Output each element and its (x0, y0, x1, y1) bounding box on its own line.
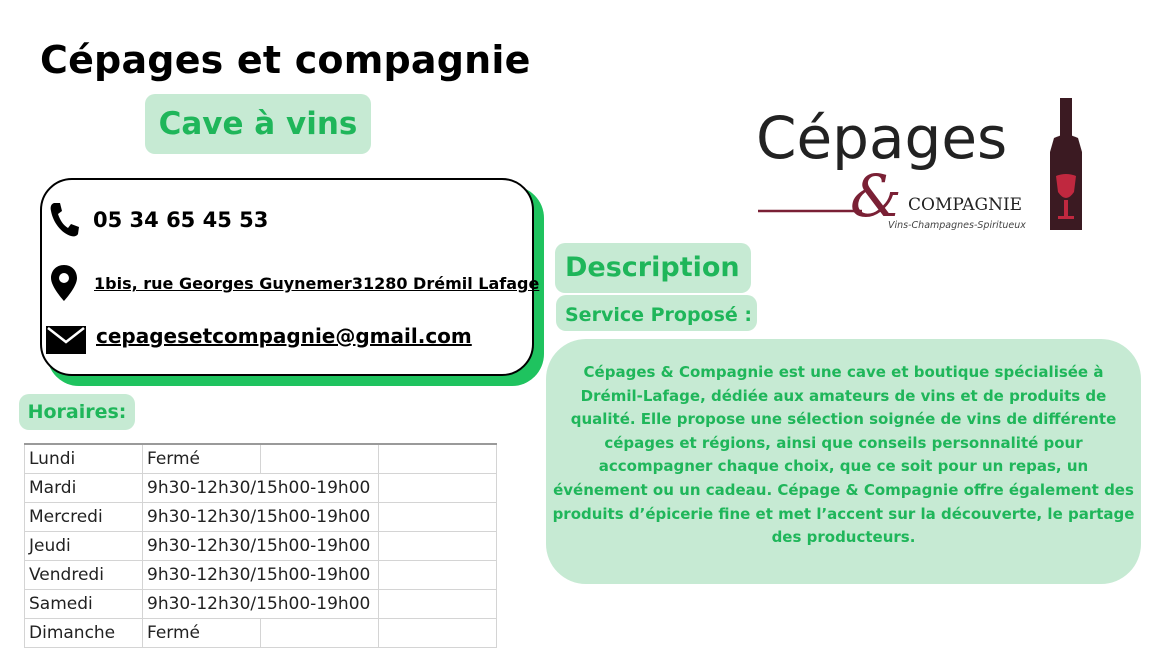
time-cell: 9h30-12h30/15h00-19h00 (143, 503, 379, 532)
time-cell: 9h30-12h30/15h00-19h00 (143, 590, 379, 619)
email-link[interactable]: cepagesetcompagnie@gmail.com (96, 324, 472, 348)
time-cell: 9h30-12h30/15h00-19h00 (143, 474, 379, 503)
brand-logo (750, 92, 1090, 237)
page-title: Cépages et compagnie (40, 38, 531, 82)
phone-number[interactable]: 05 34 65 45 53 (93, 208, 269, 232)
empty-cell (379, 619, 497, 648)
time-cell: Fermé (143, 619, 261, 648)
time-cell: 9h30-12h30/15h00-19h00 (143, 561, 379, 590)
table-row (25, 503, 497, 532)
table-row (25, 444, 497, 474)
table-row (25, 532, 497, 561)
empty-cell (261, 619, 379, 648)
description-text: Cépages & Compagnie est une cave et boutique spécialisée à Drémil-Lafage, dédiée aux amateurs de vins et de produits de qualité. Elle propose une sélection soignée de vins de différente cépages et régions, ainsi que conseils personnalité pour accompagner chaque choix, que ce soit pour un repas, un événement ou un cadeau. Cépage & Compagnie offre également des produits d’épicerie fine et met l’accent sur la découverte, le partage des producteurs. (546, 339, 1141, 584)
address-link[interactable]: 1bis, rue Georges Guynemer31280 Drémil Lafage (94, 274, 540, 293)
logo-tagline: Vins-Champagnes-Spiritueux (888, 220, 1026, 231)
service-heading: Service Proposé : (556, 295, 757, 331)
location-pin-icon (48, 264, 80, 302)
empty-cell (379, 561, 497, 590)
phone-icon (48, 200, 80, 238)
day-cell: Mardi (25, 474, 143, 503)
day-cell: Mercredi (25, 503, 143, 532)
table-row (25, 561, 497, 590)
empty-cell (261, 444, 379, 474)
day-cell: Jeudi (25, 532, 143, 561)
table-row (25, 590, 497, 619)
subtitle-badge: Cave à vins (145, 94, 371, 154)
day-cell: Lundi (25, 444, 143, 474)
empty-cell (379, 532, 497, 561)
logo-word: Cépages (756, 104, 1008, 172)
table-row (25, 619, 497, 648)
day-cell: Dimanche (25, 619, 143, 648)
hours-label: Horaires: (19, 394, 135, 430)
logo-ampersand: & (850, 162, 902, 230)
logo-word-2: COMPAGNIE (908, 195, 1023, 215)
table-row (25, 474, 497, 503)
empty-cell (379, 503, 497, 532)
wine-bottle-icon (1050, 98, 1082, 230)
day-cell: Vendredi (25, 561, 143, 590)
description-heading: Description (555, 243, 751, 293)
empty-cell (379, 444, 497, 474)
time-cell: 9h30-12h30/15h00-19h00 (143, 532, 379, 561)
day-cell: Samedi (25, 590, 143, 619)
empty-cell (379, 474, 497, 503)
hours-table (24, 443, 497, 648)
empty-cell (379, 590, 497, 619)
envelope-icon (46, 326, 86, 354)
time-cell: Fermé (143, 444, 261, 474)
